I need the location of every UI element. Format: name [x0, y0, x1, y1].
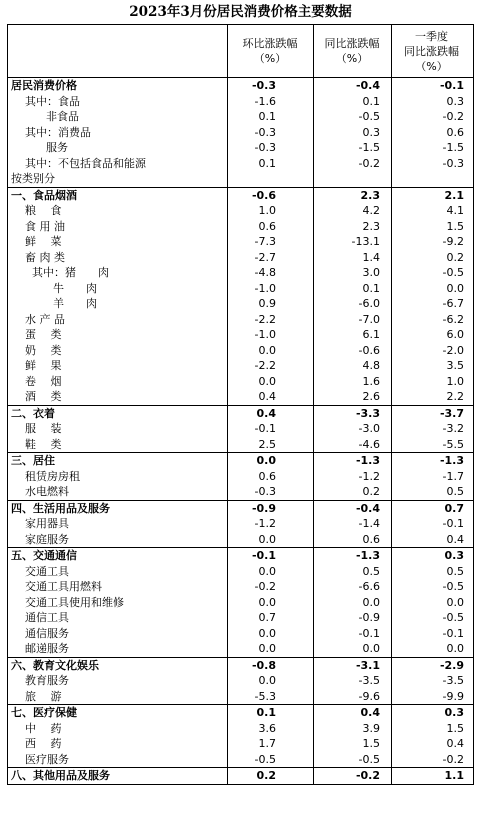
- row-label: 交通工具: [11, 564, 69, 578]
- table-row: [8, 343, 473, 359]
- q1-value: -0.2: [442, 110, 464, 123]
- yoy-value: -0.4: [355, 501, 380, 515]
- yoy-value: -0.6: [358, 343, 380, 357]
- yoy-value: -13.1: [351, 235, 380, 248]
- table-row: [8, 250, 473, 266]
- q1-value: 1.1: [444, 769, 464, 782]
- q1-value: 1.5: [446, 721, 464, 735]
- yoy-value: 0.0: [362, 642, 380, 655]
- row-label: 四、生活用品及服务: [11, 501, 110, 515]
- mom-value: -1.2: [254, 517, 276, 530]
- table-row: [8, 94, 473, 110]
- yoy-value: 0.1: [362, 94, 380, 108]
- table-row: [8, 358, 473, 374]
- row-label: 羊 肉: [11, 297, 97, 310]
- q1-value: 6.0: [446, 328, 464, 341]
- table-row: [8, 156, 473, 172]
- table-row: [8, 171, 473, 187]
- yoy-value: [316, 171, 380, 187]
- table-row: [8, 579, 473, 595]
- mom-value: 0.1: [258, 156, 276, 170]
- yoy-value: -0.5: [358, 752, 380, 766]
- mom-value: [226, 171, 276, 187]
- row-label: 二、衣着: [11, 406, 55, 420]
- yoy-value: 0.6: [362, 532, 380, 546]
- row-label: 水 产 品: [11, 312, 65, 326]
- yoy-value: -9.6: [358, 689, 380, 703]
- table-row: [8, 736, 473, 752]
- yoy-value: -0.1: [358, 626, 380, 640]
- table-row: [8, 500, 473, 517]
- row-label: 蛋 类: [11, 328, 62, 341]
- yoy-value: -0.5: [358, 110, 380, 123]
- yoy-value: -0.2: [355, 769, 380, 782]
- mom-value: -0.5: [254, 752, 276, 766]
- row-label: 非食品: [11, 110, 79, 123]
- mom-value: 0.0: [258, 532, 276, 546]
- mom-value: 0.0: [256, 454, 276, 467]
- q1-value: 0.3: [446, 94, 464, 108]
- mom-value: 0.0: [258, 374, 276, 388]
- q1-value: 0.5: [446, 485, 464, 498]
- mom-value: 0.1: [258, 110, 276, 123]
- row-label: 五、交通通信: [11, 549, 77, 562]
- row-label: 鲜 菜: [11, 235, 62, 248]
- q1-value: 0.3: [444, 549, 464, 562]
- mom-value: -0.3: [254, 125, 276, 139]
- table-row: [8, 374, 473, 390]
- q1-value: -0.5: [442, 266, 464, 279]
- table-row: [8, 125, 473, 141]
- q1-value: 0.0: [446, 642, 464, 655]
- mom-value: 0.0: [258, 642, 276, 655]
- q1-value: -9.2: [442, 235, 464, 248]
- yoy-value: -3.1: [355, 658, 380, 672]
- yoy-value: 2.6: [362, 390, 380, 403]
- table-row: [8, 109, 473, 125]
- q1-value: [398, 171, 464, 187]
- q1-value: 0.6: [446, 125, 464, 139]
- mom-value: 0.6: [258, 469, 276, 483]
- mom-value: 0.9: [258, 297, 276, 310]
- table-row: [8, 405, 473, 422]
- header-mom-line1: 环比涨跌幅: [242, 37, 298, 50]
- q1-value: -0.5: [442, 611, 464, 624]
- row-label: 奶 类: [11, 343, 62, 357]
- yoy-value: -0.2: [358, 156, 380, 170]
- row-label: 家庭服务: [11, 532, 69, 546]
- mom-value: 2.5: [258, 437, 276, 451]
- mom-value: 0.0: [258, 564, 276, 578]
- yoy-value: 1.5: [362, 737, 380, 750]
- mom-value: -2.7: [254, 250, 276, 264]
- row-label: 牛 肉: [11, 281, 97, 295]
- header-mom-unit: （%）: [253, 52, 287, 65]
- table-row: [8, 704, 473, 721]
- mom-value: 3.6: [258, 721, 276, 735]
- row-label: 租赁房房租: [11, 469, 80, 483]
- q1-value: 0.4: [446, 532, 464, 546]
- header-yoy-unit: （%）: [335, 52, 369, 65]
- row-label: 鲜 果: [11, 359, 62, 372]
- table-row: [8, 327, 473, 343]
- table-row: [8, 281, 473, 297]
- q1-value: -6.7: [442, 297, 464, 310]
- yoy-value: -3.3: [355, 406, 380, 420]
- table-row: [8, 421, 473, 437]
- table-row: [8, 187, 473, 204]
- table-row: [8, 516, 473, 532]
- yoy-value: 0.5: [362, 564, 380, 578]
- q1-value: 0.2: [446, 250, 464, 264]
- mom-value: -1.0: [254, 328, 276, 341]
- yoy-value: 0.1: [362, 281, 380, 295]
- yoy-value: -6.0: [358, 297, 380, 310]
- table-row: [8, 484, 473, 500]
- header-q1-unit: （%）: [415, 59, 448, 73]
- row-label: 三、居住: [11, 454, 55, 467]
- mom-value: -7.3: [254, 235, 276, 248]
- table-row: [8, 641, 473, 657]
- row-label: 食 用 油: [11, 219, 65, 233]
- yoy-value: -6.6: [358, 580, 380, 593]
- q1-value: 0.5: [446, 564, 464, 578]
- row-label: 其中：猪 肉: [11, 266, 109, 279]
- q1-value: 0.0: [446, 281, 464, 295]
- table-row: [8, 547, 473, 564]
- q1-value: -3.7: [439, 406, 464, 420]
- yoy-value: 6.1: [362, 328, 380, 341]
- table-row: [8, 595, 473, 611]
- row-label: 服务: [11, 141, 68, 154]
- q1-value: 1.0: [446, 374, 464, 388]
- yoy-value: -1.3: [355, 549, 380, 562]
- table-row: [8, 657, 473, 674]
- row-label: 按类别分: [11, 172, 55, 185]
- row-label: 服 装: [11, 422, 62, 435]
- mom-value: 0.4: [258, 390, 276, 403]
- mom-value: -2.2: [254, 359, 276, 372]
- table-row: [8, 452, 473, 469]
- row-label: 西 药: [11, 737, 62, 750]
- row-label: 通信服务: [11, 626, 69, 640]
- q1-value: -0.1: [442, 626, 464, 640]
- row-label: 其中：食品: [11, 94, 80, 108]
- row-label: 酒 类: [11, 390, 62, 403]
- table-row: [8, 312, 473, 328]
- mom-value: -0.3: [254, 485, 276, 498]
- mom-value: 0.2: [256, 769, 276, 782]
- table-row: [8, 752, 473, 768]
- mom-value: -0.3: [251, 79, 276, 92]
- q1-value: -9.9: [442, 689, 464, 703]
- mom-value: -0.3: [254, 141, 276, 154]
- table-body: [8, 78, 473, 784]
- table-row: [8, 234, 473, 250]
- yoy-value: 0.2: [362, 485, 380, 498]
- row-label: 六、教育文化娱乐: [11, 658, 99, 672]
- table-row: [8, 219, 473, 235]
- q1-value: 2.1: [444, 188, 464, 202]
- row-label: 教育服务: [11, 674, 69, 687]
- yoy-value: -4.6: [358, 437, 380, 451]
- mom-value: -0.1: [254, 422, 276, 435]
- mom-value: -0.9: [251, 501, 276, 515]
- mom-value: -0.6: [251, 188, 276, 202]
- table-row: [8, 610, 473, 626]
- table-row: [8, 673, 473, 689]
- row-label: 其中：不包括食品和能源: [11, 156, 146, 170]
- q1-value: 1.5: [446, 219, 464, 233]
- row-label: 旅 游: [11, 689, 62, 703]
- row-label: 居民消费价格: [11, 79, 77, 92]
- header-q1-line2: 同比涨跌幅: [404, 44, 459, 58]
- yoy-value: 0.3: [362, 125, 380, 139]
- row-label: 卷 烟: [11, 374, 62, 388]
- table-row: [8, 265, 473, 281]
- q1-value: -5.5: [442, 437, 464, 451]
- header-yoy-line1: 同比涨跌幅: [324, 37, 380, 50]
- mom-value: 0.7: [258, 611, 276, 624]
- q1-value: -1.3: [439, 454, 464, 467]
- row-label: 交通工具使用和维修: [11, 595, 124, 609]
- table-header: [8, 25, 473, 78]
- table-row: [8, 203, 473, 219]
- q1-value: 3.5: [446, 359, 464, 372]
- row-label: 七、医疗保健: [11, 706, 77, 719]
- row-label: 邮递服务: [11, 642, 69, 655]
- q1-value: 0.0: [446, 595, 464, 609]
- row-label: 一、食品烟酒: [11, 188, 77, 202]
- yoy-value: 3.0: [362, 266, 380, 279]
- q1-value: 0.7: [444, 501, 464, 515]
- table-row: [8, 564, 473, 580]
- table-row: [8, 78, 473, 94]
- yoy-value: 0.4: [360, 706, 380, 719]
- mom-value: 0.6: [258, 219, 276, 233]
- yoy-value: 1.6: [362, 374, 380, 388]
- q1-value: -1.7: [442, 469, 464, 483]
- q1-value: -3.2: [442, 422, 464, 435]
- q1-value: 0.3: [444, 706, 464, 719]
- row-label: 通信工具: [11, 611, 69, 624]
- yoy-value: -1.5: [358, 141, 380, 154]
- yoy-value: -0.4: [355, 79, 380, 92]
- mom-value: 0.1: [256, 706, 276, 719]
- table-row: [8, 689, 473, 705]
- mom-value: 0.4: [256, 406, 276, 420]
- mom-value: 0.0: [258, 626, 276, 640]
- yoy-value: -3.5: [358, 674, 380, 687]
- q1-value: -3.5: [442, 674, 464, 687]
- row-label: 交通工具用燃料: [11, 580, 102, 593]
- mom-value: -4.8: [254, 266, 276, 279]
- table-title: 2023年3月份居民消费价格主要数据: [129, 4, 352, 20]
- row-label: 中 药: [11, 721, 62, 735]
- mom-value: -2.2: [254, 312, 276, 326]
- yoy-value: -1.2: [358, 469, 380, 483]
- yoy-value: 2.3: [362, 219, 380, 233]
- q1-value: -2.0: [442, 343, 464, 357]
- yoy-value: 3.9: [362, 721, 380, 735]
- yoy-value: -0.9: [358, 611, 380, 624]
- mom-value: -1.6: [254, 94, 276, 108]
- mom-value: -5.3: [254, 689, 276, 703]
- mom-value: 0.0: [258, 343, 276, 357]
- header-mom: [227, 25, 313, 77]
- q1-value: 2.2: [446, 390, 464, 403]
- table-row: [8, 296, 473, 312]
- yoy-value: -7.0: [358, 312, 380, 326]
- table-row: [8, 389, 473, 405]
- mom-value: 0.0: [258, 674, 276, 687]
- yoy-value: 1.4: [362, 250, 380, 264]
- mom-value: -0.1: [251, 549, 276, 562]
- table-row: [8, 437, 473, 453]
- table-row: [8, 626, 473, 642]
- row-label: 医疗服务: [11, 752, 69, 766]
- yoy-value: -1.3: [355, 454, 380, 467]
- yoy-value: 2.3: [360, 188, 380, 202]
- table-row: [8, 140, 473, 156]
- q1-value: -0.5: [442, 580, 464, 593]
- row-label: 鞋 类: [11, 437, 62, 451]
- mom-value: -1.0: [254, 281, 276, 295]
- mom-value: 1.7: [258, 737, 276, 750]
- yoy-value: -3.0: [358, 422, 380, 435]
- row-label: 粮 食: [11, 204, 62, 217]
- q1-value: -0.1: [442, 517, 464, 530]
- row-label: 家用器具: [11, 517, 69, 530]
- header-yoy: [313, 25, 391, 77]
- mom-value: -0.8: [251, 658, 276, 672]
- row-label: 其中：消费品: [11, 125, 91, 139]
- q1-value: -2.9: [439, 658, 464, 672]
- q1-value: -6.2: [442, 312, 464, 326]
- table-row: [8, 532, 473, 548]
- q1-value: 0.4: [446, 737, 464, 750]
- q1-value: -0.2: [442, 752, 464, 766]
- cpi-table: [7, 24, 474, 785]
- q1-value: -0.3: [442, 156, 464, 170]
- row-label: 水电燃料: [11, 485, 69, 498]
- mom-value: -0.2: [254, 580, 276, 593]
- yoy-value: 0.0: [362, 595, 380, 609]
- yoy-value: 4.8: [362, 359, 380, 372]
- mom-value: 0.0: [258, 595, 276, 609]
- q1-value: -0.1: [439, 79, 464, 92]
- q1-value: 4.1: [446, 204, 464, 217]
- q1-value: -1.5: [442, 141, 464, 154]
- table-row: [8, 469, 473, 485]
- header-q1-line1: 一季度: [415, 29, 448, 43]
- row-label: 畜 肉 类: [11, 250, 65, 264]
- mom-value: 1.0: [258, 204, 276, 217]
- row-label: 八、其他用品及服务: [11, 769, 110, 782]
- yoy-value: 4.2: [362, 204, 380, 217]
- header-q1: [391, 25, 472, 77]
- table-row: [8, 721, 473, 737]
- yoy-value: -1.4: [358, 517, 380, 530]
- table-row: [8, 767, 473, 784]
